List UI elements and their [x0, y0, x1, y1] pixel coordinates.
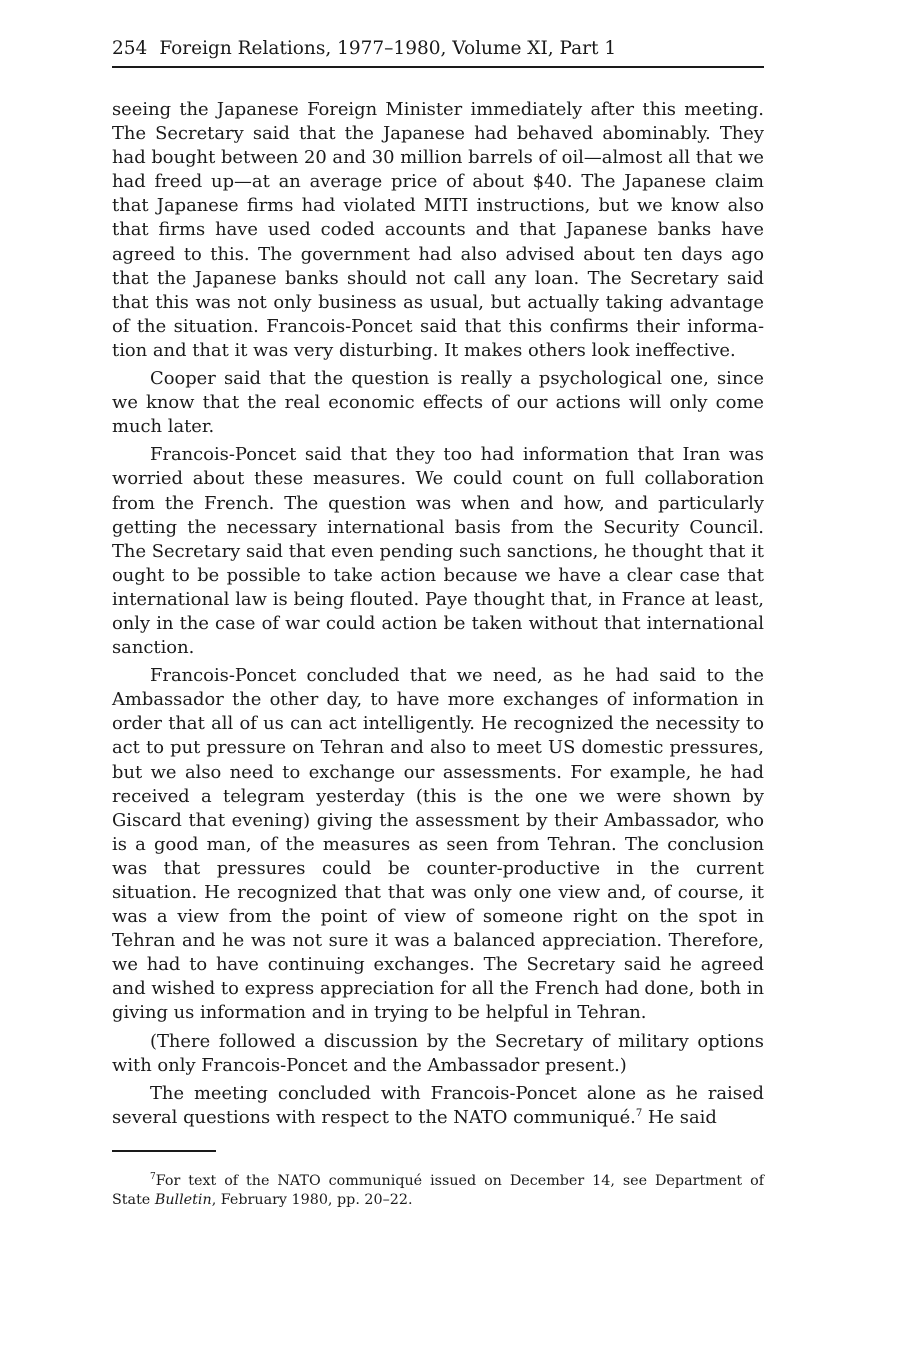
paragraph-francois-poncet-concluded: Francois-Poncet concluded that we need, as he had said to the Ambassador the other day, to have more exchanges of information in order that all of us can act intelligently. He recognized the necessity to act to put pressure on Tehran and also to meet US domestic pressures, but we also need to exchange our assessments. For example, he had received a telegram yesterday (this is the one we were shown by Giscard that evening) giving the assessment by their Ambassador, who is a good man, of the measures as seen from Tehran. The conclusion was that pressures could be counter-productive in the current situation. He recognized that that was only one view and, of course, it was a view from the point of view of someone right on the spot in Tehran and he was not sure it was a balanced appreciation. Therefore, we had to have continuing exchanges. The Secretary said he agreed and wished to express appreciation for all the French had done, both in giving us information and in trying to be helpful in Tehran.	[112, 665, 764, 1024]
document-page	[112, 36, 764, 1211]
page-number: 254	[112, 38, 148, 59]
footnote-italic-title: Bulletin	[154, 1192, 212, 1209]
paragraph-nato-communique	[112, 1082, 764, 1130]
paragraph-continued: seeing the Japanese Foreign Minister immediately after this meeting. The Secretary said that the Japanese had behaved abominably. They had bought between 20 and 30 million barrels of oil—almost all that we had freed up—at an average price of about $40. The Japanese claim that Japanese firms had violated MITI instructions, but we know also that firms have used coded accounts and that Japanese banks have agreed to this. The government had also advised about ten days ago that the Japanese banks should not call any loan. The Secretary said that this was not only business as usual, but actually taking advantage of the situation. Francois-Poncet said that this confirms their information and that it was very disturbing. It makes others look ineffective.	[112, 99, 764, 361]
paragraph-cooper: Cooper said that the question is really a psychological one, since we know that the real economic effects of our actions will only come much later.	[112, 368, 764, 438]
footnote-text: For text of the NATO communiqué issued on December 14, see Department of State	[112, 1172, 764, 1209]
footnote	[112, 1172, 764, 1211]
footnote-citation: , February 1980, pp. 20–22.	[211, 1192, 413, 1209]
footnote-number: 7	[150, 1172, 156, 1183]
footnote-reference[interactable]: 7	[635, 1107, 643, 1119]
running-title: Foreign Relations, 1977–1980, Volume XI, Part 1	[159, 38, 617, 59]
nato-paragraph-text: The meeting concluded with Francois-Poncet alone as he raised several questions with respect to the NATO communiqué.	[112, 1082, 764, 1128]
running-head	[112, 36, 764, 68]
body-text	[112, 98, 764, 1130]
footnote-divider	[112, 1150, 216, 1152]
paragraph-military-options: (There followed a discussion by the Secretary of military options with only Francois-Poncet and the Ambassador present.)	[112, 1030, 764, 1076]
nato-paragraph-tail: He said	[642, 1106, 717, 1128]
paragraph-francois-poncet-iran: Francois-Poncet said that they too had information that Iran was worried about these measures. We could count on full collaboration from the French. The question was when and how, and particularly getting the necessary international basis from the Security Council. The Secretary said that even pending such sanctions, he thought that it ought to be possible to take action because we have a clear case that international law is being flouted. Paye thought that, in France at least, only in the case of war could action be taken without that international sanction.	[112, 444, 764, 659]
